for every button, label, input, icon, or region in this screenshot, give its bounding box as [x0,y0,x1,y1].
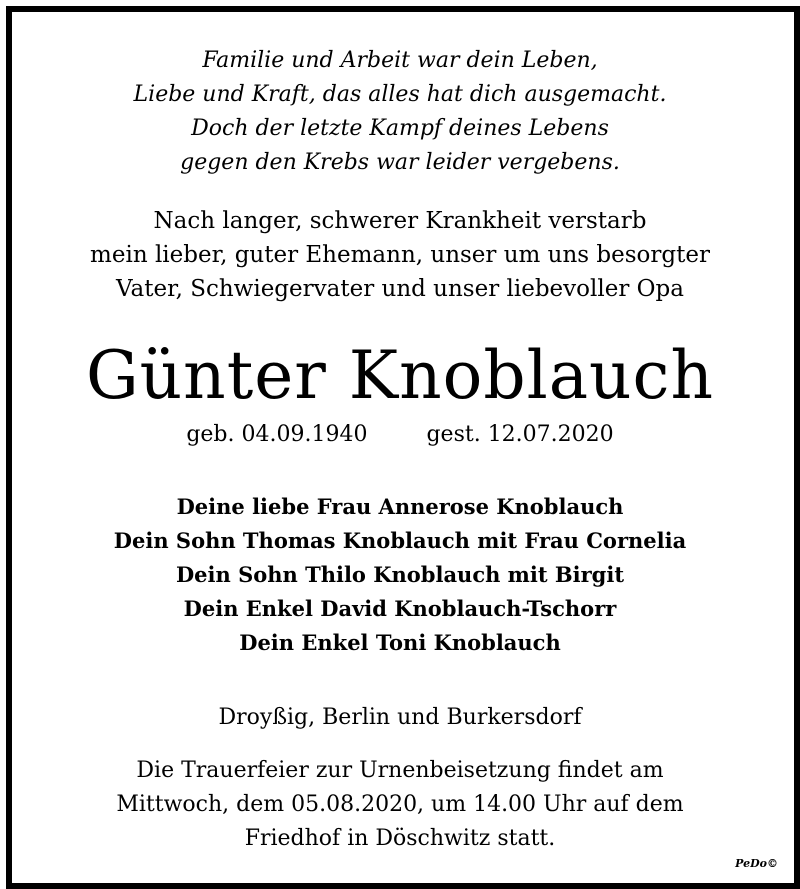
announcement-line: Vater, Schwiegervater und unser liebevoller Opa [116,276,684,302]
poem-line: Liebe und Kraft, das alles hat dich ausgemacht. [133,82,667,107]
funeral-line: Mittwoch, dem 05.08.2020, um 14.00 Uhr auf dem [116,792,684,817]
life-dates [12,420,788,450]
poem-line: Familie und Arbeit war dein Leben, [202,48,598,73]
birth-date: geb. 04.09.1940 [186,422,368,447]
mourner: Deine liebe Frau Annerose Knoblauch [176,494,624,519]
mourners-list [12,490,788,660]
memorial-poem [12,44,788,180]
designer-signature: PeDo© [735,857,778,870]
death-announcement [12,204,788,306]
mourner: Dein Sohn Thilo Knoblauch mit Birgit [175,562,625,587]
deceased-name: Günter Knoblauch [85,337,715,414]
poem-line: Doch der letzte Kampf deines Lebens [191,116,609,141]
funeral-line: Friedhof in Döschwitz statt. [244,826,556,851]
mourner: Dein Enkel David Knoblauch-Tschorr [183,596,617,621]
death-date: gest. 12.07.2020 [426,422,614,447]
funeral-notice [12,754,788,856]
mourner: Dein Enkel Toni Knoblauch [239,630,561,655]
obituary-notice [12,12,788,877]
places-of-residence: Droyßig, Berlin und Burkersdorf [218,705,582,730]
announcement-line: mein lieber, guter Ehemann, unser um uns besorgter [90,242,710,268]
announcement-line: Nach langer, schwerer Krankheit verstarb [153,208,647,234]
funeral-line: Die Trauerfeier zur Urnenbeisetzung findet am [136,758,664,783]
poem-line: gegen den Krebs war leider vergebens. [180,150,620,175]
mourner: Dein Sohn Thomas Knoblauch mit Frau Cornelia [113,528,687,553]
